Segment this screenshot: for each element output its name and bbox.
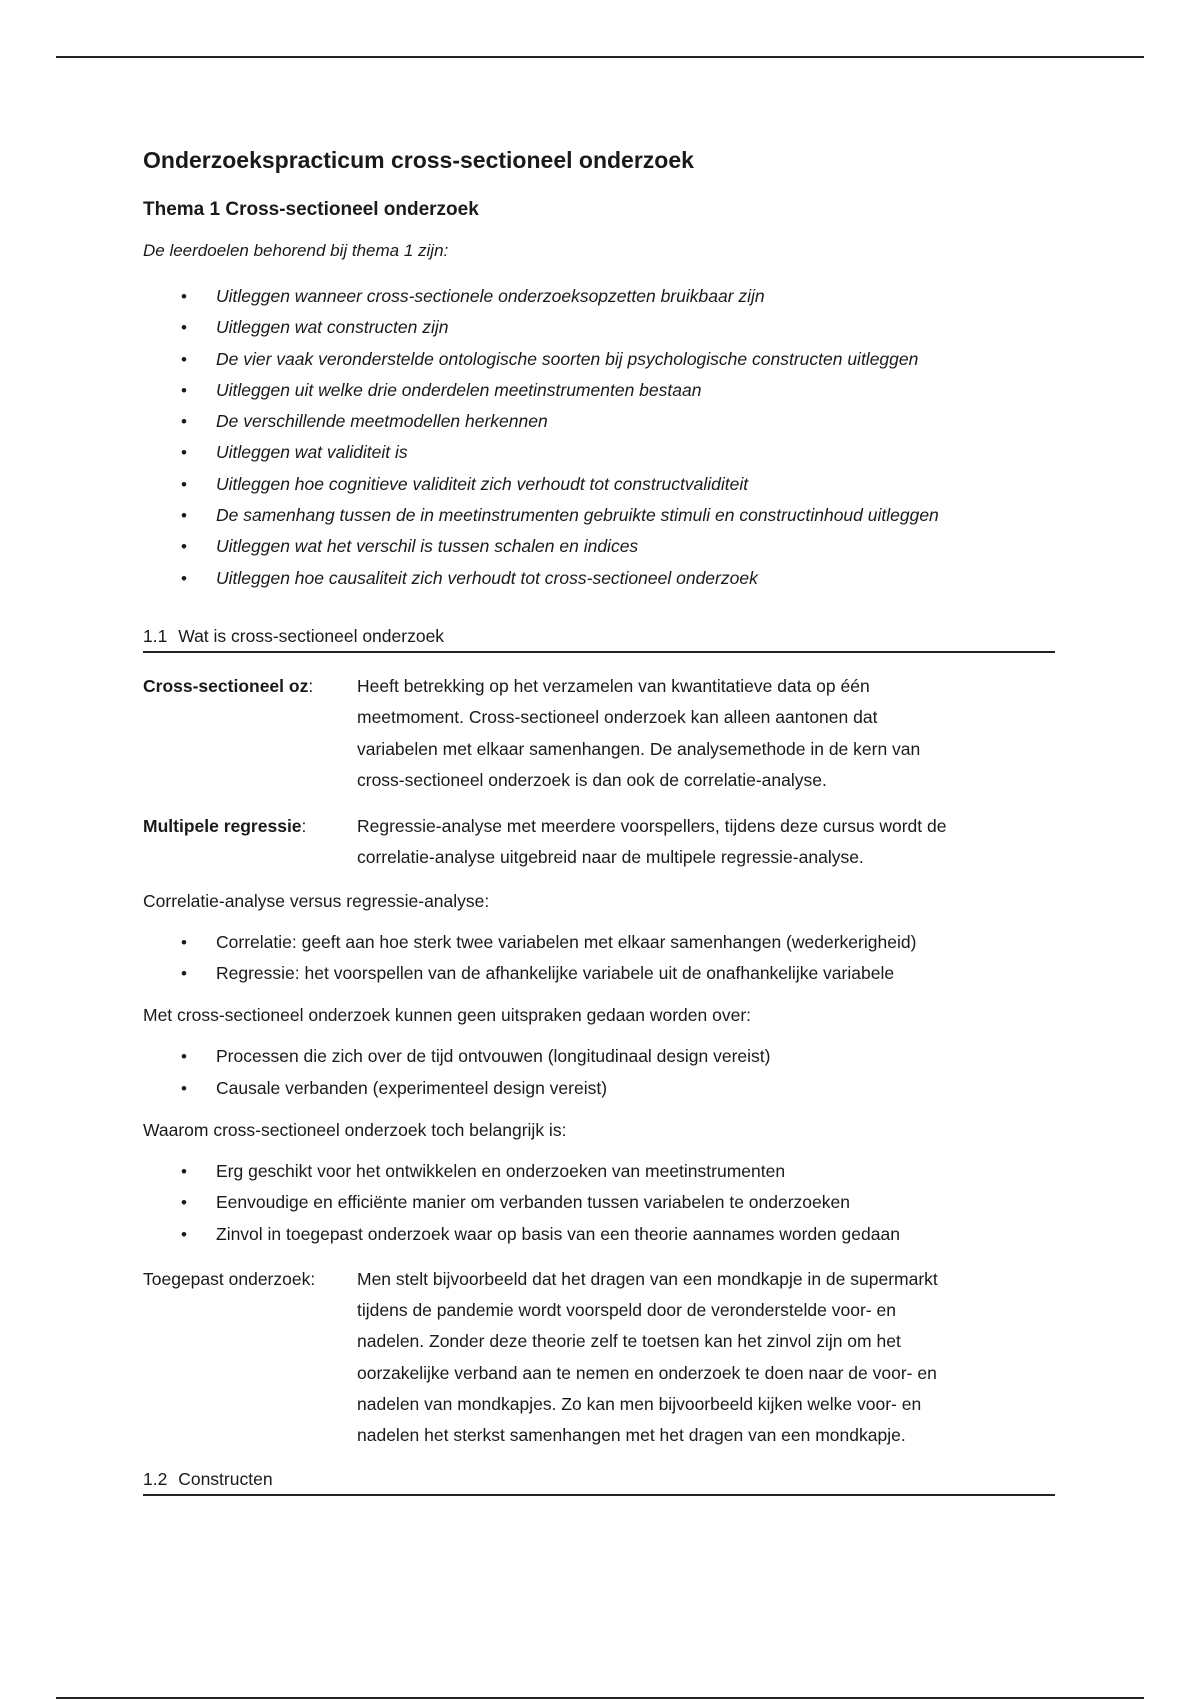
bullet-icon: • [181, 568, 187, 588]
section-title: Wat is cross-sectioneel onderzoek [178, 625, 445, 646]
learning-goals-list [143, 281, 1055, 594]
page-bottom-rule [56, 1697, 1144, 1699]
bullet-icon: • [181, 537, 187, 557]
document-title: Onderzoekspracticum cross-sectioneel onderzoek [143, 147, 694, 173]
definition-term: Cross-sectioneel oz: [143, 675, 314, 696]
list-item: • De samenhang tussen de in meetinstrumenten gebruikte stimuli en constructinhoud uitleggen [143, 500, 1055, 531]
section-number: 1.2 [143, 1468, 168, 1489]
theme-heading: Thema 1 Cross-sectioneel onderzoek [143, 199, 479, 220]
comparison-intro: Correlatie-analyse versus regressie-analyse: [143, 890, 490, 911]
bullet-icon: • [181, 318, 187, 338]
bullet-icon: • [181, 474, 187, 494]
list-item: • Uitleggen wat het verschil is tussen schalen en indices [143, 531, 1055, 562]
section-title: Constructen [178, 1468, 273, 1489]
definition-term: Multipele regressie: [143, 816, 307, 837]
list-item: • Causale verbanden (experimenteel design vereist) [143, 1073, 1055, 1104]
bullet-icon: • [181, 506, 187, 526]
bullet-icon: • [181, 349, 187, 369]
importance-intro: Waarom cross-sectioneel onderzoek toch belangrijk is: [143, 1119, 567, 1140]
list-item: • Uitleggen wat validiteit is [143, 437, 1055, 468]
list-item: • Correlatie: geeft aan hoe sterk twee variabelen met elkaar samenhangen (wederkerigheid) [143, 927, 1055, 958]
page-top-rule [56, 56, 1144, 58]
list-item: • Uitleggen hoe cognitieve validiteit zich verhoudt tot constructvaliditeit [143, 469, 1055, 500]
bullet-icon: • [181, 1161, 187, 1181]
bullet-icon: • [181, 1078, 187, 1098]
section-heading-1-1 [143, 624, 1055, 653]
limits-list [143, 1041, 1055, 1104]
list-item: • Processen die zich over de tijd ontvouwen (longitudinaal design vereist) [143, 1041, 1055, 1072]
learning-goals-intro: De leerdoelen behorend bij thema 1 zijn: [143, 241, 449, 260]
list-item: • Erg geschikt voor het ontwikkelen en onderzoeken van meetinstrumenten [143, 1156, 1055, 1187]
bullet-icon: • [181, 380, 187, 400]
list-item: • Uitleggen hoe causaliteit zich verhoudt tot cross-sectioneel onderzoek [143, 563, 1055, 594]
bullet-icon: • [181, 964, 187, 984]
definition-toegepast-onderzoek [143, 1264, 1055, 1452]
bullet-icon: • [181, 287, 187, 306]
list-item: • Uitleggen wat constructen zijn [143, 312, 1055, 343]
section-heading-1-2 [143, 1467, 1055, 1496]
document-content [143, 145, 1055, 1514]
list-item: • Eenvoudige en efficiënte manier om verbanden tussen variabelen te onderzoeken [143, 1187, 1055, 1218]
list-item: • Zinvol in toegepast onderzoek waar op basis van een theorie aannames worden gedaan [143, 1219, 1055, 1250]
definition-body: Regressie-analyse met meerdere voorspellers, tijdens deze cursus wordt de correlatie-analyse uitgebreid naar de multipele regressie-analyse. [357, 816, 947, 868]
importance-list [143, 1156, 1055, 1250]
definition-body: Men stelt bijvoorbeeld dat het dragen van een mondkapje in de supermarkt tijdens de pandemie wordt voorspeld door de veronderstelde voor- en nadelen. Zonder deze theorie zelf te toetsen kan het zinvol zijn om het oorzakelijke verband aan te nemen en onderzoek te doen naar de voor- en nadelen van mondkapjes. Zo kan men bijvoorbeeld kijken welke voor- en nadelen het sterkst samenhangen met het dragen van een mondkapje. [357, 1268, 938, 1446]
bullet-icon: • [181, 412, 187, 432]
list-item: • Uitleggen uit welke drie onderdelen meetinstrumenten bestaan [143, 375, 1055, 406]
bullet-icon: • [181, 1047, 187, 1067]
section-number: 1.1 [143, 625, 168, 646]
definition-multipele-regressie [143, 811, 1055, 874]
bullet-icon: • [181, 1224, 187, 1244]
bullet-icon: • [181, 443, 187, 463]
comparison-list [143, 927, 1055, 990]
definition-term: Toegepast onderzoek: [143, 1268, 316, 1289]
list-item: • Uitleggen wanneer cross-sectionele onderzoeksopzetten bruikbaar zijn [143, 281, 1055, 312]
bullet-icon: • [181, 932, 187, 952]
list-item: • De verschillende meetmodellen herkennen [143, 406, 1055, 437]
limits-intro: Met cross-sectioneel onderzoek kunnen geen uitspraken gedaan worden over: [143, 1005, 752, 1026]
list-item: • De vier vaak veronderstelde ontologische soorten bij psychologische constructen uitleggen [143, 344, 1055, 375]
definition-cross-sectioneel [143, 671, 1055, 796]
bullet-icon: • [181, 1193, 187, 1213]
definition-body: Heeft betrekking op het verzamelen van kwantitatieve data op één meetmoment. Cross-sectioneel onderzoek kan alleen aantonen dat variabelen met elkaar samenhangen. De analysemethode in de kern van cross-sectioneel onderzoek is dan ook de correlatie-analyse. [357, 675, 921, 790]
list-item: • Regressie: het voorspellen van de afhankelijke variabele uit de onafhankelijke variabele [143, 958, 1055, 989]
